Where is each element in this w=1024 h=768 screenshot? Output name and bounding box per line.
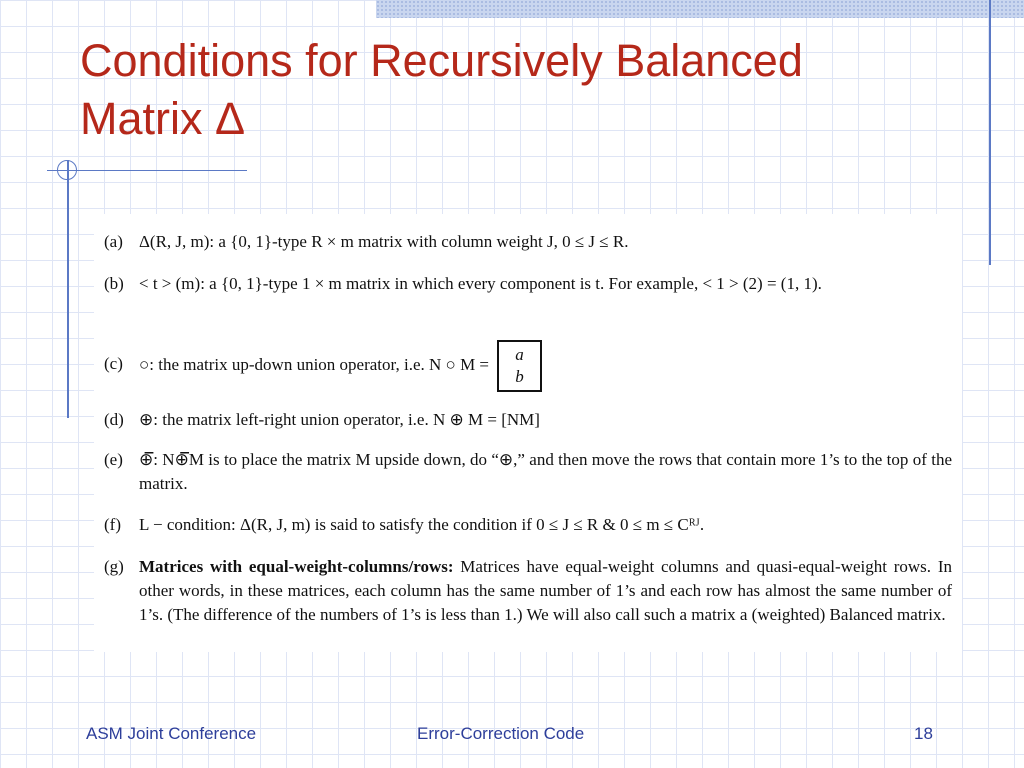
definition-item-f	[104, 513, 952, 537]
item-text: ⊕̅: N⊕̅M is to place the matrix M upside down, do “⊕,” and then move the rows that contain more 1’s to the top of the matrix.	[139, 450, 952, 493]
definitions-panel	[94, 214, 962, 652]
definition-item-g	[104, 555, 952, 627]
top-decorative-band	[376, 0, 1024, 18]
item-text: Matrices have equal-weight columns and quasi-equal-weight rows. In other words, in these matrices, each column has the same number of 1’s and each row has almost the same number of 1’s. (The difference of the numbers of 1’s is less than 1.) We will also call such a matrix a (weighted) Balanced matrix.	[139, 557, 952, 624]
column-matrix	[497, 340, 542, 392]
definition-item-d	[104, 408, 952, 432]
right-decorative-rule	[989, 0, 991, 265]
footer-conference: ASM Joint Conference	[86, 724, 257, 743]
item-label: (d)	[104, 410, 124, 429]
footer-page-number: 18	[914, 724, 933, 743]
item-text-row	[139, 340, 952, 392]
definition-item-b	[104, 272, 952, 296]
item-text: L − condition: Δ(R, J, m) is said to satisfy the condition if 0 ≤ J ≤ R & 0 ≤ m ≤ Cᴿᴶ.	[139, 515, 705, 534]
slide-title-line-1: Conditions for Recursively Balanced	[80, 35, 803, 86]
crosshair-ornament-icon	[57, 160, 77, 180]
definition-item-e	[104, 448, 952, 496]
item-label: (c)	[104, 354, 123, 373]
item-label: (g)	[104, 557, 124, 576]
item-heading: Matrices with equal-weight-columns/rows:	[139, 557, 454, 576]
slide-title	[80, 32, 803, 148]
item-label: (b)	[104, 274, 124, 293]
footer-topic: Error-Correction Code	[417, 724, 585, 743]
slide-title-line-2: Matrix Δ	[80, 93, 246, 144]
item-text-block	[139, 555, 952, 627]
item-label: (e)	[104, 450, 123, 469]
left-decorative-rule	[67, 160, 69, 418]
item-text: Δ(R, J, m): a {0, 1}-type R × m matrix with column weight J, 0 ≤ J ≤ R.	[139, 232, 629, 251]
definition-item-a	[104, 230, 952, 254]
item-text: ○: the matrix up-down union operator, i.e. N ○ M =	[139, 354, 490, 374]
item-text: ⊕: the matrix left-right union operator, i.e. N ⊕ M = [NM]	[139, 410, 540, 429]
item-label: (f)	[104, 515, 121, 534]
title-underline-rule	[47, 170, 247, 171]
matrix-cell: a	[515, 345, 524, 364]
matrix-cell: b	[515, 367, 524, 386]
definition-item-c	[104, 340, 952, 392]
item-label: (a)	[104, 232, 123, 251]
item-text: < t > (m): a {0, 1}-type 1 × m matrix in which every component is t. For example, < 1 > (2) = (1, 1).	[139, 274, 822, 293]
